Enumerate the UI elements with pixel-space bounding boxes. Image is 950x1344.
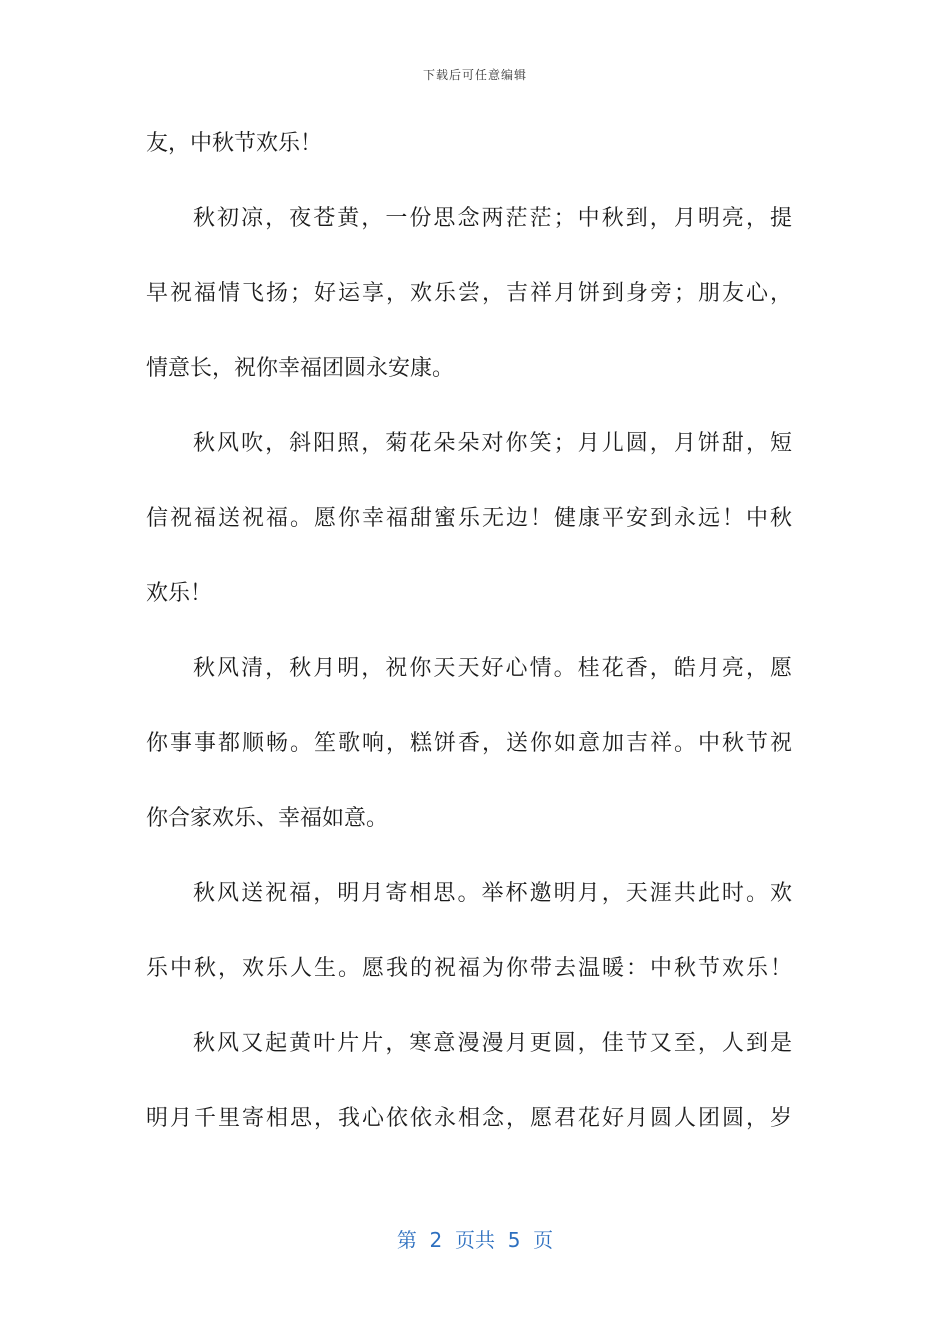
text-line: 秋风又起黄叶片片，寒意漫漫月更圆，佳节又至，人到是 xyxy=(193,1031,792,1056)
text-line: 乐中秋，欢乐人生。愿我的祝福为你带去温暖：中秋节欢乐！ xyxy=(146,956,792,981)
text-line: 你合家欢乐、幸福如意。 xyxy=(146,806,389,831)
text-line: 早祝福情飞扬；好运享，欢乐尝，吉祥月饼到身旁；朋友心， xyxy=(146,281,792,306)
text-line: 明月千里寄相思，我心依依永相念，愿君花好月圆人团圆，岁 xyxy=(146,1106,792,1131)
text-line: 你事事都顺畅。笙歌响，糕饼香，送你如意加吉祥。中秋节祝 xyxy=(146,731,792,756)
text-line: 信祝福送祝福。愿你幸福甜蜜乐无边！健康平安到永远！中秋 xyxy=(146,506,792,531)
page-header-note: 下载后可任意编辑 xyxy=(422,68,527,82)
text-line: 友，中秋节欢乐！ xyxy=(146,131,323,156)
text-line: 秋风送祝福，明月寄相思。举杯邀明月，天涯共此时。欢 xyxy=(193,881,792,906)
text-line: 情意长，祝你幸福团圆永安康。 xyxy=(146,356,455,381)
text-line: 秋风吹，斜阳照，菊花朵朵对你笑；月儿圆，月饼甜，短 xyxy=(193,431,792,456)
text-line: 欢乐！ xyxy=(146,581,213,606)
page-number: 第 2 页共 5 页 xyxy=(396,1228,554,1252)
text-line: 秋初凉，夜苍黄，一份思念两茫茫；中秋到，月明亮，提 xyxy=(193,206,792,231)
text-line: 秋风清，秋月明，祝你天天好心情。桂花香，皓月亮，愿 xyxy=(193,656,792,681)
